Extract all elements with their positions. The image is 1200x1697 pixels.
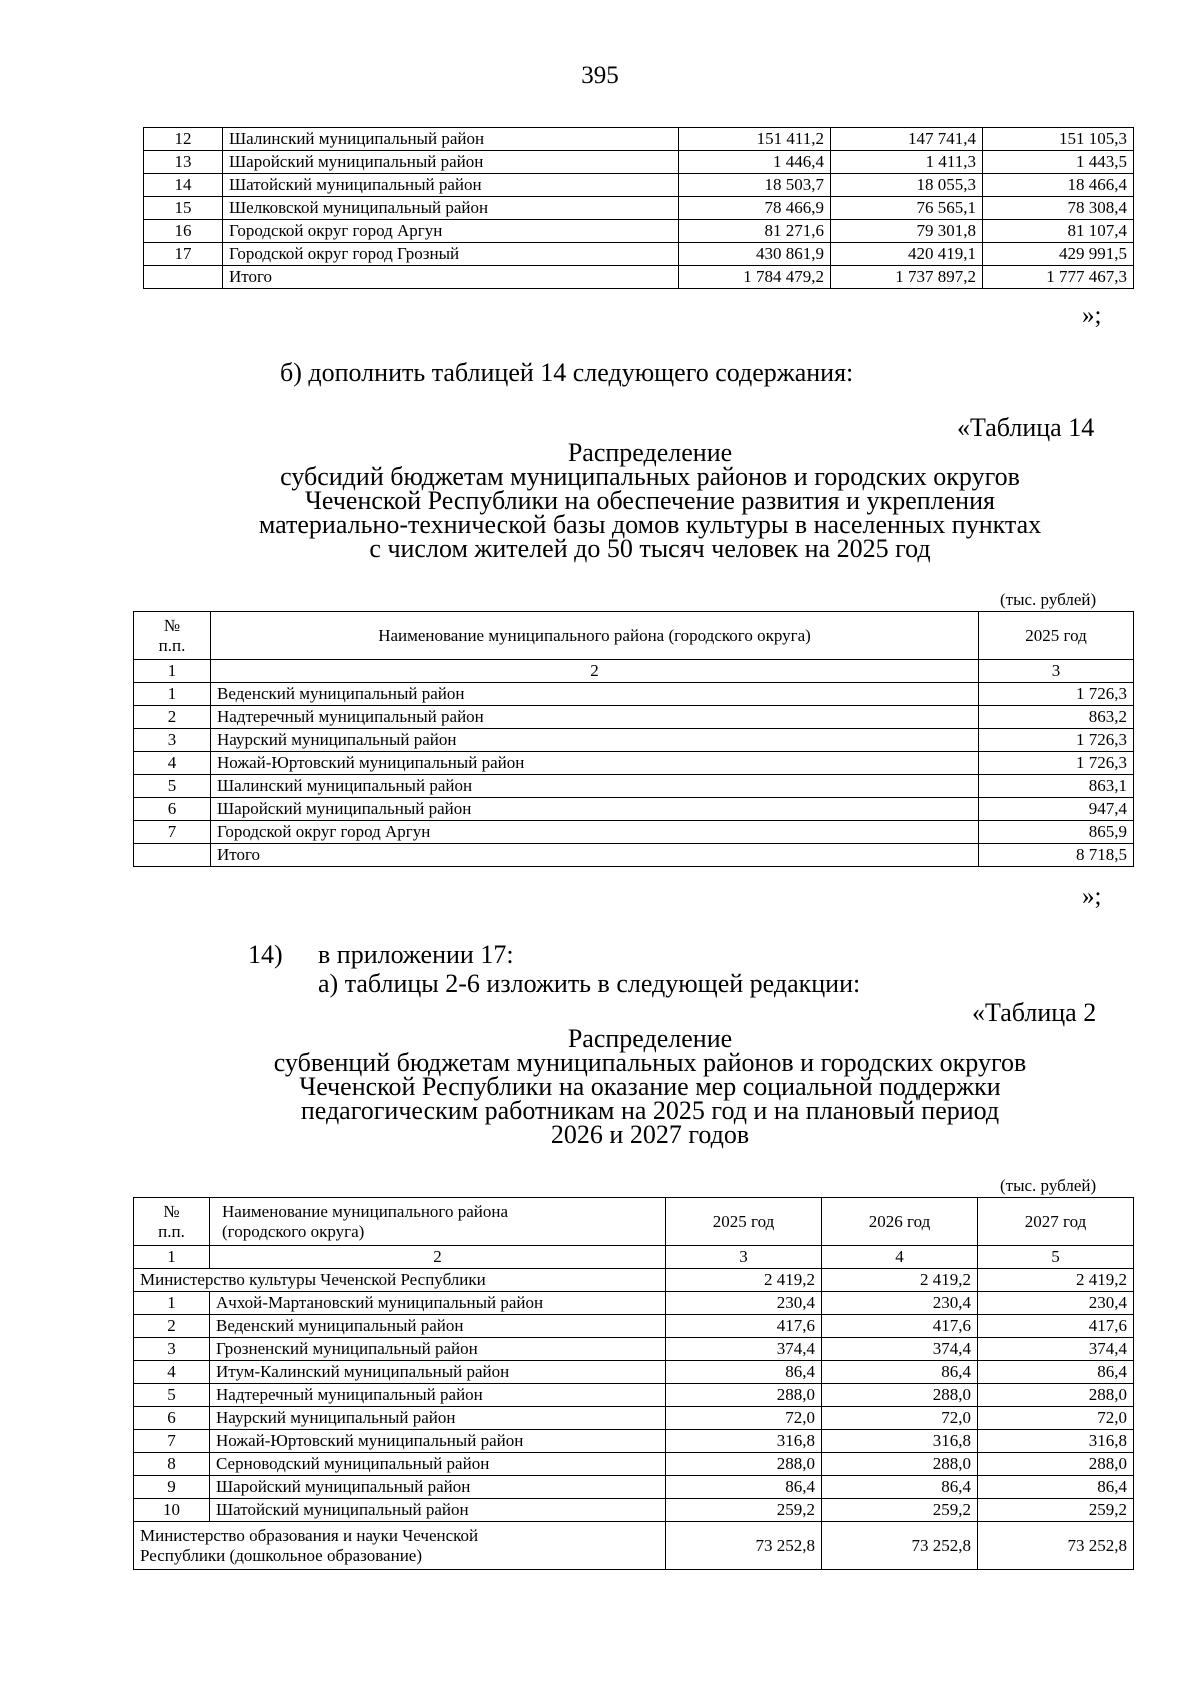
value-2025: 1 446,4 — [679, 151, 831, 174]
row-number: 6 — [134, 1407, 210, 1430]
value-2025: 230,4 — [666, 1292, 822, 1315]
row-number: 12 — [144, 128, 223, 151]
row-number: 2 — [134, 706, 211, 729]
row-number: 4 — [134, 752, 211, 775]
table-row — [134, 1476, 1134, 1499]
value-2025: 86,4 — [666, 1361, 822, 1384]
table-row — [144, 151, 1134, 174]
value-2025: 259,2 — [666, 1499, 822, 1522]
district-name: Надтеречный муниципальный район — [211, 706, 979, 729]
table14-index-cell: 1 — [134, 660, 211, 683]
value-2026: 72,0 — [822, 1407, 978, 1430]
table2-title-line: педагогическим работникам на 2025 год и на плановый период — [300, 1096, 1000, 1125]
value-2025: 316,8 — [666, 1430, 822, 1453]
table14-title-line: материально-технической базы домов культуры в населенных пунктах — [258, 510, 1042, 539]
table-continuation — [143, 127, 1134, 289]
row-number: 17 — [144, 243, 223, 266]
table14-body — [134, 683, 1134, 867]
value-2025: 1 784 479,2 — [679, 266, 831, 289]
row-number: 7 — [134, 1430, 210, 1453]
table-row — [134, 706, 1134, 729]
item14-text: в приложении 17: — [318, 940, 514, 969]
table14-header-year: 2025 год — [979, 612, 1134, 660]
district-name: Ачхой-Мартановский муниципальный район — [210, 1292, 666, 1315]
row-number: 14 — [144, 174, 223, 197]
value-2026: 288,0 — [822, 1384, 978, 1407]
row-number — [144, 266, 223, 289]
table-continuation-closing: »; — [1082, 302, 1102, 329]
district-name: Городской округ город Аргун — [223, 220, 679, 243]
district-name: Наурский муниципальный район — [210, 1407, 666, 1430]
value-2026: 230,4 — [822, 1292, 978, 1315]
value-2025: 865,9 — [979, 821, 1134, 844]
district-name: Городской округ город Грозный — [223, 243, 679, 266]
table-row — [134, 1315, 1134, 1338]
district-name: Шалинский муниципальный район — [223, 128, 679, 151]
value-2025: 1 726,3 — [979, 752, 1134, 775]
value-2026: 1 737 897,2 — [831, 266, 983, 289]
value-2025: 8 718,5 — [979, 844, 1134, 867]
value-2025: 430 861,9 — [679, 243, 831, 266]
table14-title-line: Чеченской Республики на обеспечение развития и укрепления — [305, 486, 995, 515]
district-name: Веденский муниципальный район — [210, 1315, 666, 1338]
district-name: Веденский муниципальный район — [211, 683, 979, 706]
table2-title-line: Чеченской Республики на оказание мер социальной поддержки — [299, 1072, 1001, 1101]
value-2027: 288,0 — [978, 1384, 1134, 1407]
row-number: 1 — [134, 1292, 210, 1315]
district-name: Шалинский муниципальный район — [211, 775, 979, 798]
table2-title-line: субвенций бюджетам муниципальных районов и городских округов — [273, 1048, 1027, 1077]
table14-unit: (тыс. рублей) — [1000, 590, 1097, 609]
table-row — [144, 174, 1134, 197]
value-2027: 72,0 — [978, 1407, 1134, 1430]
value-2027: 86,4 — [978, 1476, 1134, 1499]
table-row — [134, 1430, 1134, 1453]
row-number: 3 — [134, 1338, 210, 1361]
table2-group-education-2025: 73 252,8 — [666, 1522, 822, 1570]
table14-index-cell: 3 — [979, 660, 1134, 683]
table-row — [134, 1499, 1134, 1522]
value-2026: 86,4 — [822, 1361, 978, 1384]
district-name: Итум-Калинский муниципальный район — [210, 1361, 666, 1384]
value-2025: 18 503,7 — [679, 174, 831, 197]
row-number: 4 — [134, 1361, 210, 1384]
table2-header-2026: 2026 год — [822, 1198, 978, 1246]
table2-header-num: № п.п. — [134, 1198, 210, 1246]
table2-index-cell: 4 — [822, 1246, 978, 1269]
value-2026: 374,4 — [822, 1338, 978, 1361]
district-name: Шатойский муниципальный район — [223, 174, 679, 197]
value-2025: 1 726,3 — [979, 729, 1134, 752]
district-name: Серноводский муниципальный район — [210, 1453, 666, 1476]
value-2027: 417,6 — [978, 1315, 1134, 1338]
table2-group-culture-2026: 2 419,2 — [822, 1269, 978, 1292]
district-name: Ножай-Юртовский муниципальный район — [210, 1430, 666, 1453]
value-2025: 288,0 — [666, 1384, 822, 1407]
value-2027: 316,8 — [978, 1430, 1134, 1453]
table-row — [134, 752, 1134, 775]
district-name: Шаройский муниципальный район — [211, 798, 979, 821]
district-name: Шелковской муниципальный район — [223, 197, 679, 220]
value-2025: 151 411,2 — [679, 128, 831, 151]
value-2025: 78 466,9 — [679, 197, 831, 220]
value-2026: 76 565,1 — [831, 197, 983, 220]
row-number: 15 — [144, 197, 223, 220]
table14-label: «Таблица 14 — [957, 413, 1095, 442]
table2-title — [0, 1024, 1200, 1149]
row-number: 1 — [134, 683, 211, 706]
value-2025: 417,6 — [666, 1315, 822, 1338]
value-2027: 1 443,5 — [983, 151, 1134, 174]
row-number: 2 — [134, 1315, 210, 1338]
district-name: Грозненский муниципальный район — [210, 1338, 666, 1361]
table-row — [134, 1384, 1134, 1407]
row-number: 5 — [134, 775, 211, 798]
value-2026: 1 411,3 — [831, 151, 983, 174]
value-2026: 147 741,4 — [831, 128, 983, 151]
row-number — [134, 844, 211, 867]
table2-header-2027: 2027 год — [978, 1198, 1134, 1246]
value-2027: 429 991,5 — [983, 243, 1134, 266]
table2-index-cell: 5 — [978, 1246, 1134, 1269]
table2-group-education-name: Министерство образования и науки Чеченской Республики (дошкольное образование) — [134, 1522, 666, 1570]
value-2025: 72,0 — [666, 1407, 822, 1430]
table-row — [134, 798, 1134, 821]
table-row — [134, 1338, 1134, 1361]
row-number: 7 — [134, 821, 211, 844]
value-2025: 947,4 — [979, 798, 1134, 821]
district-name: Наурский муниципальный район — [211, 729, 979, 752]
value-2027: 81 107,4 — [983, 220, 1134, 243]
value-2027: 18 466,4 — [983, 174, 1134, 197]
row-number: 5 — [134, 1384, 210, 1407]
table-row — [134, 821, 1134, 844]
value-2026: 420 419,1 — [831, 243, 983, 266]
value-2026: 288,0 — [822, 1453, 978, 1476]
value-2026: 79 301,8 — [831, 220, 983, 243]
table2-index-cell: 2 — [210, 1246, 666, 1269]
table2-label: «Таблица 2 — [972, 998, 1097, 1027]
table14-title-line: с числом жителей до 50 тысяч человек на 2025 год — [369, 534, 931, 563]
table14-header-name: Наименование муниципального района (городского округа) — [211, 612, 979, 660]
district-name: Итого — [211, 844, 979, 867]
value-2027: 78 308,4 — [983, 197, 1134, 220]
value-2025: 863,1 — [979, 775, 1134, 798]
table14-title — [0, 438, 1200, 563]
table2-body — [134, 1292, 1134, 1522]
value-2025: 374,4 — [666, 1338, 822, 1361]
table2-group-culture-2025: 2 419,2 — [666, 1269, 822, 1292]
table2-header-2025: 2025 год — [666, 1198, 822, 1246]
table2-unit: (тыс. рублей) — [1000, 1176, 1097, 1195]
row-number: 10 — [134, 1499, 210, 1522]
table-row — [134, 1292, 1134, 1315]
row-number: 6 — [134, 798, 211, 821]
table2-group-education-2026: 73 252,8 — [822, 1522, 978, 1570]
value-2025: 86,4 — [666, 1476, 822, 1499]
table14 — [133, 611, 1134, 867]
table-row — [134, 1453, 1134, 1476]
value-2026: 316,8 — [822, 1430, 978, 1453]
table2-group-culture-name: Министерство культуры Чеченской Республики — [134, 1269, 666, 1292]
value-2027: 230,4 — [978, 1292, 1134, 1315]
table-row — [134, 683, 1134, 706]
value-2025: 1 726,3 — [979, 683, 1134, 706]
table2-group-education-2027: 73 252,8 — [978, 1522, 1134, 1570]
table-row — [134, 1361, 1134, 1384]
table14-header-num: № п.п. — [134, 612, 211, 660]
table2-header-name: Наименование муниципального района (городского округа) — [210, 1198, 666, 1246]
item14-number: 14) — [248, 940, 283, 969]
row-number: 13 — [144, 151, 223, 174]
table-row — [144, 243, 1134, 266]
table-row — [134, 844, 1134, 867]
table-row — [144, 197, 1134, 220]
page-number: 395 — [581, 62, 619, 89]
table14-title-line: субсидий бюджетам муниципальных районов и городских округов — [280, 462, 1020, 491]
district-name: Шаройский муниципальный район — [210, 1476, 666, 1499]
table-row — [134, 729, 1134, 752]
district-name: Шатойский муниципальный район — [210, 1499, 666, 1522]
district-name: Ножай-Юртовский муниципальный район — [211, 752, 979, 775]
value-2027: 374,4 — [978, 1338, 1134, 1361]
value-2026: 86,4 — [822, 1476, 978, 1499]
paragraph-b: б) дополнить таблицей 14 следующего содержания: — [280, 358, 854, 387]
table-row — [134, 1407, 1134, 1430]
table14-index-cell: 2 — [211, 660, 979, 683]
table2 — [133, 1197, 1134, 1570]
row-number: 9 — [134, 1476, 210, 1499]
value-2027: 151 105,3 — [983, 128, 1134, 151]
value-2026: 18 055,3 — [831, 174, 983, 197]
value-2027: 1 777 467,3 — [983, 266, 1134, 289]
table-row — [144, 220, 1134, 243]
table14-title-line: Распределение — [567, 438, 733, 467]
value-2025: 288,0 — [666, 1453, 822, 1476]
table2-title-line: 2026 и 2027 годов — [550, 1120, 750, 1149]
item14-sub-a: а) таблицы 2-6 изложить в следующей редакции: — [318, 969, 861, 998]
table-row — [144, 128, 1134, 151]
district-name: Надтеречный муниципальный район — [210, 1384, 666, 1407]
value-2025: 81 271,6 — [679, 220, 831, 243]
district-name: Шаройский муниципальный район — [223, 151, 679, 174]
district-name: Итого — [223, 266, 679, 289]
row-number: 3 — [134, 729, 211, 752]
row-number: 8 — [134, 1453, 210, 1476]
table2-title-line: Распределение — [567, 1024, 733, 1053]
value-2026: 417,6 — [822, 1315, 978, 1338]
value-2026: 259,2 — [822, 1499, 978, 1522]
table2-index-cell: 1 — [134, 1246, 210, 1269]
value-2027: 288,0 — [978, 1453, 1134, 1476]
value-2027: 259,2 — [978, 1499, 1134, 1522]
table14-closing: »; — [1082, 883, 1102, 910]
value-2027: 86,4 — [978, 1361, 1134, 1384]
value-2025: 863,2 — [979, 706, 1134, 729]
table-row — [144, 266, 1134, 289]
table2-index-cell: 3 — [666, 1246, 822, 1269]
table-row — [134, 775, 1134, 798]
table-continuation-body — [144, 128, 1134, 289]
row-number: 16 — [144, 220, 223, 243]
district-name: Городской округ город Аргун — [211, 821, 979, 844]
table2-group-culture-2027: 2 419,2 — [978, 1269, 1134, 1292]
